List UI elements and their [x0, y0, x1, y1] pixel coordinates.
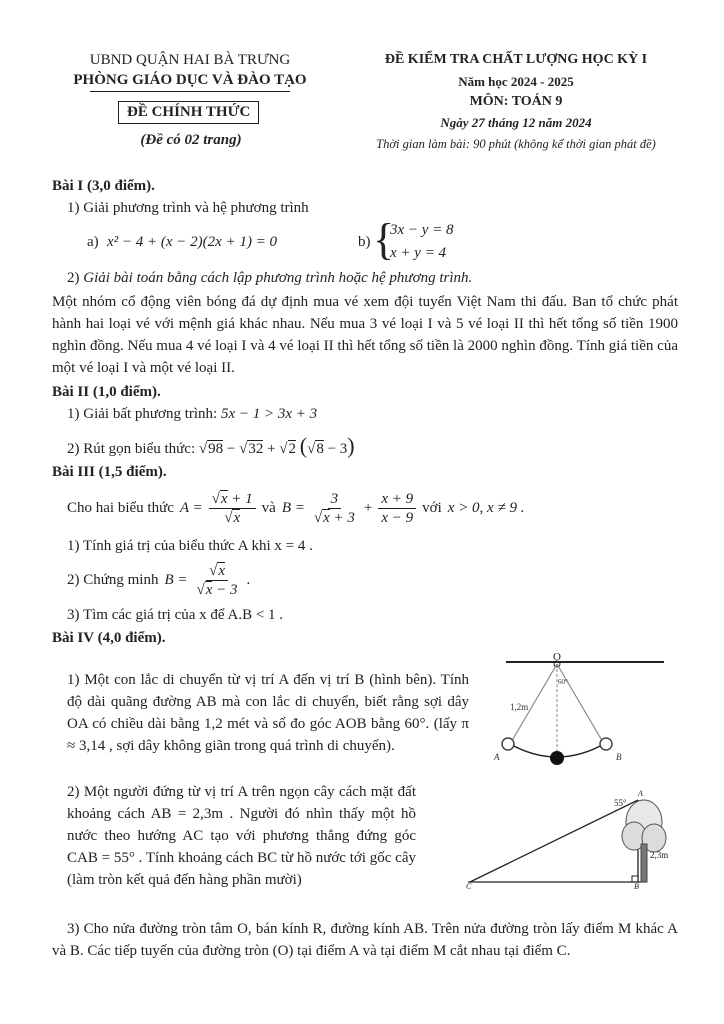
bai4-q3: 3) Cho nửa đường tròn tâm O, bán kính R, đường kính AB. Trên nửa đường tròn lấy điểm M khác A và B. Các tiếp tuyến của đường tròn (O) tại điểm A và tại điểm M cắt nhau tại điểm C.	[52, 921, 678, 959]
header-divider	[90, 91, 290, 92]
proof-fraction: $\frac{√x}{√x - 3}$	[196, 563, 238, 598]
bai3-title: Bài III (1,5 điểm).	[52, 464, 167, 480]
bai2-q1-math: 5x − 1 > 3x + 3	[220, 406, 318, 422]
tree-a-label: A	[638, 789, 643, 798]
bai3-condition: x > 0, x ≠ 9 .	[447, 500, 525, 516]
bai4-title: Bài IV (4,0 điểm).	[52, 630, 166, 646]
expr-b-fraction1: $\frac{3}{√x + 3}$	[313, 491, 355, 526]
expr-b-fraction2: $\frac{x + 9}{x - 9}$	[378, 490, 416, 527]
pendulum-b-label: B	[616, 752, 622, 762]
bai3-q2: 2) Chứng minh B = $\frac{√x}{√x - 3}$ .	[67, 563, 251, 598]
bai3-intro: Cho hai biểu thức	[67, 500, 174, 516]
official-badge: ĐỀ CHÍNH THỨC	[118, 101, 259, 124]
bai1-a-label: a)	[87, 234, 99, 250]
bai1-q2-text: Giải bài toán bằng cách lập phương trình hoặc hệ phương trình.	[83, 270, 473, 286]
bai1-q1: 1) Giải phương trình và hệ phương trình	[67, 200, 309, 216]
bob-rest	[550, 751, 564, 765]
pendulum-angle-label: 60°	[558, 678, 568, 686]
bai2-q1-text: 1) Giải bất phương trình:	[67, 406, 218, 422]
tree-b-label: B	[634, 882, 639, 890]
bai1-a-equation: x² − 4 + (x − 2)(2x + 1) = 0	[107, 234, 278, 250]
sight-line	[470, 800, 638, 882]
subject: MÔN: TOÁN 9	[469, 94, 563, 109]
bai2-expression: √98 − √32 + √2 (√8 − 3)	[198, 433, 355, 458]
bai1-b-label: b)	[358, 234, 371, 250]
bai2-q2-text: 2) Rút gọn biểu thức:	[67, 441, 196, 457]
pendulum-o-label: O	[553, 652, 561, 663]
exam-date: Ngày 27 tháng 12 năm 2024	[440, 115, 592, 130]
bai3-and: và	[261, 500, 276, 516]
exam-title: ĐỀ KIỂM TRA CHẤT LƯỢNG HỌC KỲ I	[384, 52, 648, 67]
bai2-title: Bài II (1,0 điểm).	[52, 384, 161, 400]
bai3-expressions: Cho hai biểu thức A = $\frac{√x + 1}{√x}$ và B = $\frac{3}{√x + 3}$ + $\frac{x + 9}{x - 9}$ với x > 0, x ≠ 9 .	[67, 491, 525, 526]
bob-a	[502, 738, 514, 750]
bai1-b-eq1: 3x − y = 8	[390, 222, 454, 238]
expr-a-fraction: $\frac{√x + 1}{√x}$	[209, 490, 256, 527]
pendulum-figure	[488, 652, 664, 776]
bai3-q1: 1) Tính giá trị của biểu thức A khi x = 4 .	[67, 538, 313, 554]
department-name: PHÒNG GIÁO DỤC VÀ ĐÀO TẠO	[73, 72, 307, 88]
tree-icon	[622, 800, 669, 882]
district-name: UBND QUẬN HAI BÀ TRƯNG	[89, 52, 291, 68]
bob-b	[600, 738, 612, 750]
bai4-q1: 1) Một con lắc di chuyển từ vị trí A đến vị trí B (hình bên). Tính độ dài quãng đường AB mà con lắc di chuyển, biết rằng sợi dây OA có chiều dài bằng 1,2 mét và số đo góc AOB bằng 60°. (lấy π ≈ 3,14 , sợi dây không giãn trong quá trình di chuyển).	[67, 672, 469, 754]
tree-height-label: 2,3m	[650, 850, 669, 860]
bai1-title: Bài I (3,0 điểm).	[52, 178, 155, 194]
bai2-q1	[67, 406, 317, 423]
time-allowed: Thời gian làm bài: 90 phút (không kể thời gian phát đề)	[376, 137, 656, 151]
pendulum-a-label: A	[494, 752, 500, 762]
bai3-q2-text: 2) Chứng minh	[67, 572, 159, 588]
bai3-q3: 3) Tìm các giá trị của x để A.B < 1 .	[67, 607, 284, 623]
school-year: Năm học 2024 - 2025	[458, 74, 574, 89]
bai1-q2-number: 2)	[67, 270, 80, 286]
pendulum-length-label: 1,2m	[510, 702, 529, 712]
bai1-b-eq2: x + y = 4	[390, 245, 447, 261]
page-count: (Đề có 02 trang)	[140, 132, 242, 148]
system-brace: {	[373, 215, 395, 264]
tree-c-label: C	[466, 882, 472, 890]
tree-angle-label: 55°	[614, 798, 627, 808]
expr-a-label: A =	[179, 500, 203, 516]
bai4-q2: 2) Một người đứng từ vị trí A trên ngọn cây cách mặt đất khoảng cách AB = 2,3m . Người đó nhìn thấy một hồ nước theo hướng AC tạo với phương thẳng đứng góc CAB = 55° . Tính khoảng cách BC từ hồ nước tới gốc cây (làm tròn kết quả đến hàng phần mười)	[67, 784, 416, 888]
rope-b	[557, 664, 604, 744]
bai3-cond-word: với	[422, 500, 442, 516]
bai2-q2	[67, 433, 355, 459]
tree-figure	[460, 786, 676, 890]
expr-b-label: B =	[281, 500, 305, 516]
bai1-q2	[67, 270, 472, 287]
bai1-problem: Một nhóm cổ động viên bóng đá dự định mua vé xem đội tuyển Việt Nam thi đấu. Ban tổ chức phát hành hai loại vé với mệnh giá khác nhau. Nếu mua 3 vé loại I và 5 vé loại II thì hết tổng số tiền 1900 nghìn đồng. Nếu mua 4 vé loại I và 4 vé loại II thì hết tổng số tiền là 2000 nghìn đồng. Tính giá tiền của một vé loại I và một vé loại II.	[52, 294, 678, 376]
